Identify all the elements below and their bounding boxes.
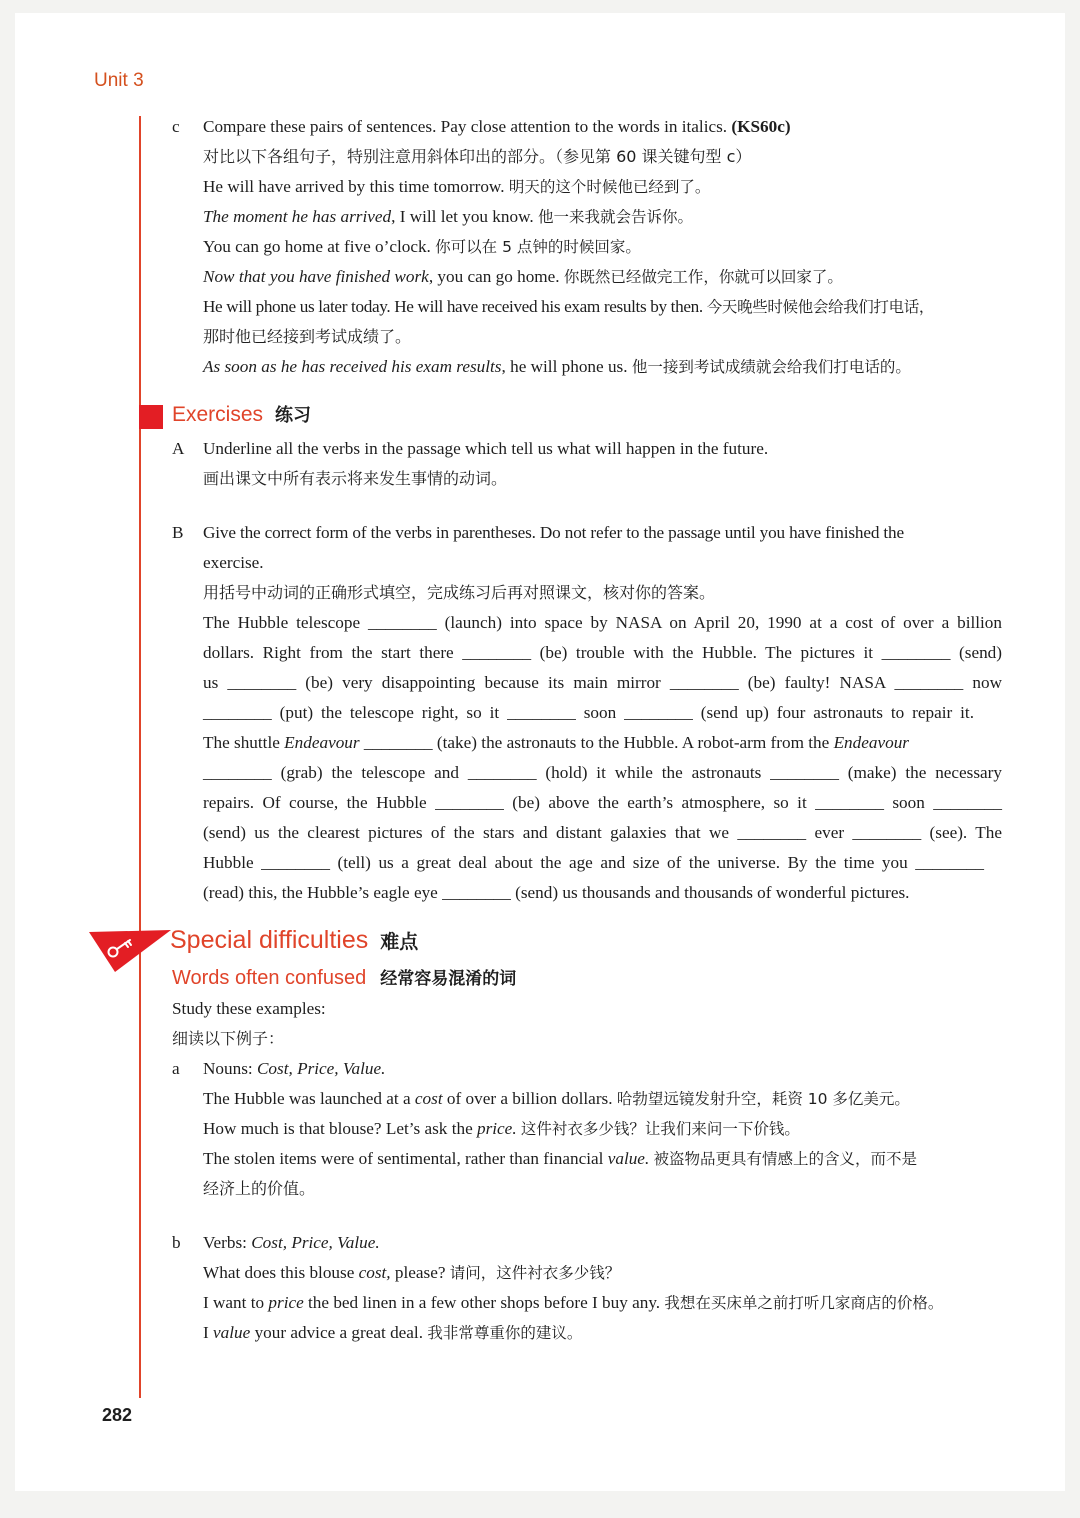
item-label-a-lower: a	[172, 1059, 180, 1078]
passage-line: The Hubble telescope ________ (launch) into space by NASA on April 20, 1990 at a cost of over a billion	[203, 613, 1002, 632]
c-sentence-4: Now that you have finished work, you can go home. 你既然已经做完工作，你就可以回家了。	[203, 267, 843, 286]
passage-line: Hubble ________ (tell) us a great deal about the age and size of the universe. By the time you ________	[203, 853, 984, 872]
exercise-a: A Underline all the verbs in the passage which tell us what will happen in the future. 画出课文中所有表示将来发生事情的动词。	[172, 434, 1002, 494]
exercise-b-line-2: exercise.	[203, 553, 264, 572]
c-instruction-zh: 对比以下各组句子，特别注意用斜体印出的部分。（参见第 60 课关键句型 c）	[203, 147, 752, 166]
passage-line: us ________ (be) very disappointing because its main mirror ________ (be) faulty! NASA ________ now	[203, 673, 1002, 692]
example-a-3-zh: 经济上的价值。	[203, 1179, 316, 1198]
section-c	[172, 112, 1002, 382]
item-label-b: B	[172, 523, 184, 542]
special-difficulties-heading: Special difficulties 难点	[170, 926, 419, 954]
passage-line: ________ (grab) the telescope and ________ (hold) it while the astronauts ________ (make) the necessary	[203, 763, 1002, 782]
example-a-title: a Nouns: Cost, Price, Value.	[172, 1054, 1002, 1084]
c-sentence-6: As soon as he has received his exam results, he will phone us. 他一接到考试成绩就会给我们打电话的。	[203, 357, 911, 376]
key-icon	[89, 928, 171, 972]
study-instruction: Study these examples:	[172, 999, 326, 1018]
passage-line: (read) this, the Hubble’s eagle eye ________ (send) us thousands and thousands of wonderful pictures.	[203, 883, 910, 902]
item-label-c: c	[172, 117, 180, 136]
example-b-title: b Verbs: Cost, Price, Value.	[172, 1228, 1002, 1258]
textbook-page	[15, 13, 1065, 1491]
c-sentence-3: You can go home at five o’clock. 你可以在 5 点钟的时候回家。	[203, 237, 641, 256]
c-sentence-2: The moment he has arrived, I will let you know. 他一来我就会告诉你。	[203, 207, 693, 226]
item-label-a: A	[172, 439, 185, 458]
passage-line: ________ (put) the telescope right, so it ________ soon ________ (send up) four astronauts to repair it.	[203, 703, 974, 722]
passage-line: repairs. Of course, the Hubble ________ (be) above the earth’s atmosphere, so it ________ soon ________	[203, 793, 1002, 812]
example-a-2: How much is that blouse? Let’s ask the price. 这件衬衣多少钱？让我们来问一下价钱。	[203, 1119, 800, 1138]
study-instruction-zh: 细读以下例子：	[172, 1029, 285, 1048]
exercise-a-zh: 画出课文中所有表示将来发生事情的动词。	[203, 469, 508, 488]
c-instruction: Compare these pairs of sentences. Pay close attention to the words in italics.	[203, 117, 728, 136]
words-often-confused-heading: Words often confused 经常容易混淆的词	[172, 967, 517, 989]
example-b-1: What does this blouse cost, please? 请问，这件衬衣多少钱？	[203, 1263, 621, 1282]
unit-label: Unit 3	[94, 70, 144, 91]
c-sentence-5: He will phone us later today. He will have received his exam results by then. 今天晚些时候他会给我们打电话，	[203, 297, 935, 316]
passage-line: dollars. Right from the start there ________ (be) trouble with the Hubble. The pictures it ________ (send)	[203, 643, 1002, 662]
special-examples	[172, 994, 1002, 1348]
example-b-3: I value your advice a great deal. 我非常尊重你的建议。	[203, 1323, 583, 1342]
c-sentence-1: He will have arrived by this time tomorrow. 明天的这个时候他已经到了。	[203, 177, 711, 196]
example-a-3: The stolen items were of sentimental, rather than financial value. 被盗物品更具有情感上的含义，而不是	[203, 1149, 918, 1168]
page-number: 282	[102, 1405, 133, 1425]
passage-line: (send) us the clearest pictures of the stars and distant galaxies that we ________ ever ________ (see). The	[203, 823, 1002, 842]
exercise-b: B Give the correct form of the verbs in parentheses. Do not refer to the passage until you have finished the exercise. 用括号中动词的正确形式填空，完成练习后再对照课文，核对你的答案。 The Hubble telescope ________ (launch) into space by NASA on April 20, 1990 at a cost of over a billion dollars. Right from the start there ________ (be) trouble with the Hubble. The pictures it ________ (send) us ________ (be) very disappointing because its main mirror ________ (be) faulty! NASA ________ now ________ (put) the telescope right, so it ________ soon ________ (send up) four astronauts to repair it. The shuttle Endeavour ________ (take) the astronauts to the Hubble. A robot-arm from the Endeavour ________ (grab) the telescope and ________ (hold) it while the astronauts ________ (make) the necessary repairs. Of course, the Hubble ________ (be) above the earth’s atmosphere, so it ________ soon ________ (send) us the clearest pictures of the stars and distant galaxies that we ________ ever ________ (see). The Hubble ________ (tell) us a great deal about the age and size of the universe. By the time you ________ (read) this, the Hubble’s eagle eye ________ (send) us thousands and thousands of wonderful pictures.	[172, 518, 1002, 908]
example-b-2: I want to price the bed linen in a few other shops before I buy any. 我想在买床单之前打听几家商店的价格。	[203, 1293, 944, 1312]
c-reference: (KS60c)	[731, 117, 791, 136]
item-label-b-lower: b	[172, 1233, 181, 1252]
exercises-marker	[139, 405, 163, 429]
example-a-1: The Hubble was launched at a cost of over a billion dollars. 哈勃望远镜发射升空，耗资 10 多亿美元。	[203, 1089, 910, 1108]
margin-rule	[139, 116, 141, 1398]
exercises-heading: Exercises 练习	[172, 403, 312, 426]
exercise-b-zh: 用括号中动词的正确形式填空，完成练习后再对照课文，核对你的答案。	[203, 583, 716, 602]
c-sentence-5-zh: 那时他已经接到考试成绩了。	[203, 327, 412, 346]
passage-line: The shuttle Endeavour ________ (take) the astronauts to the Hubble. A robot-arm from the Endeavour	[203, 733, 909, 752]
